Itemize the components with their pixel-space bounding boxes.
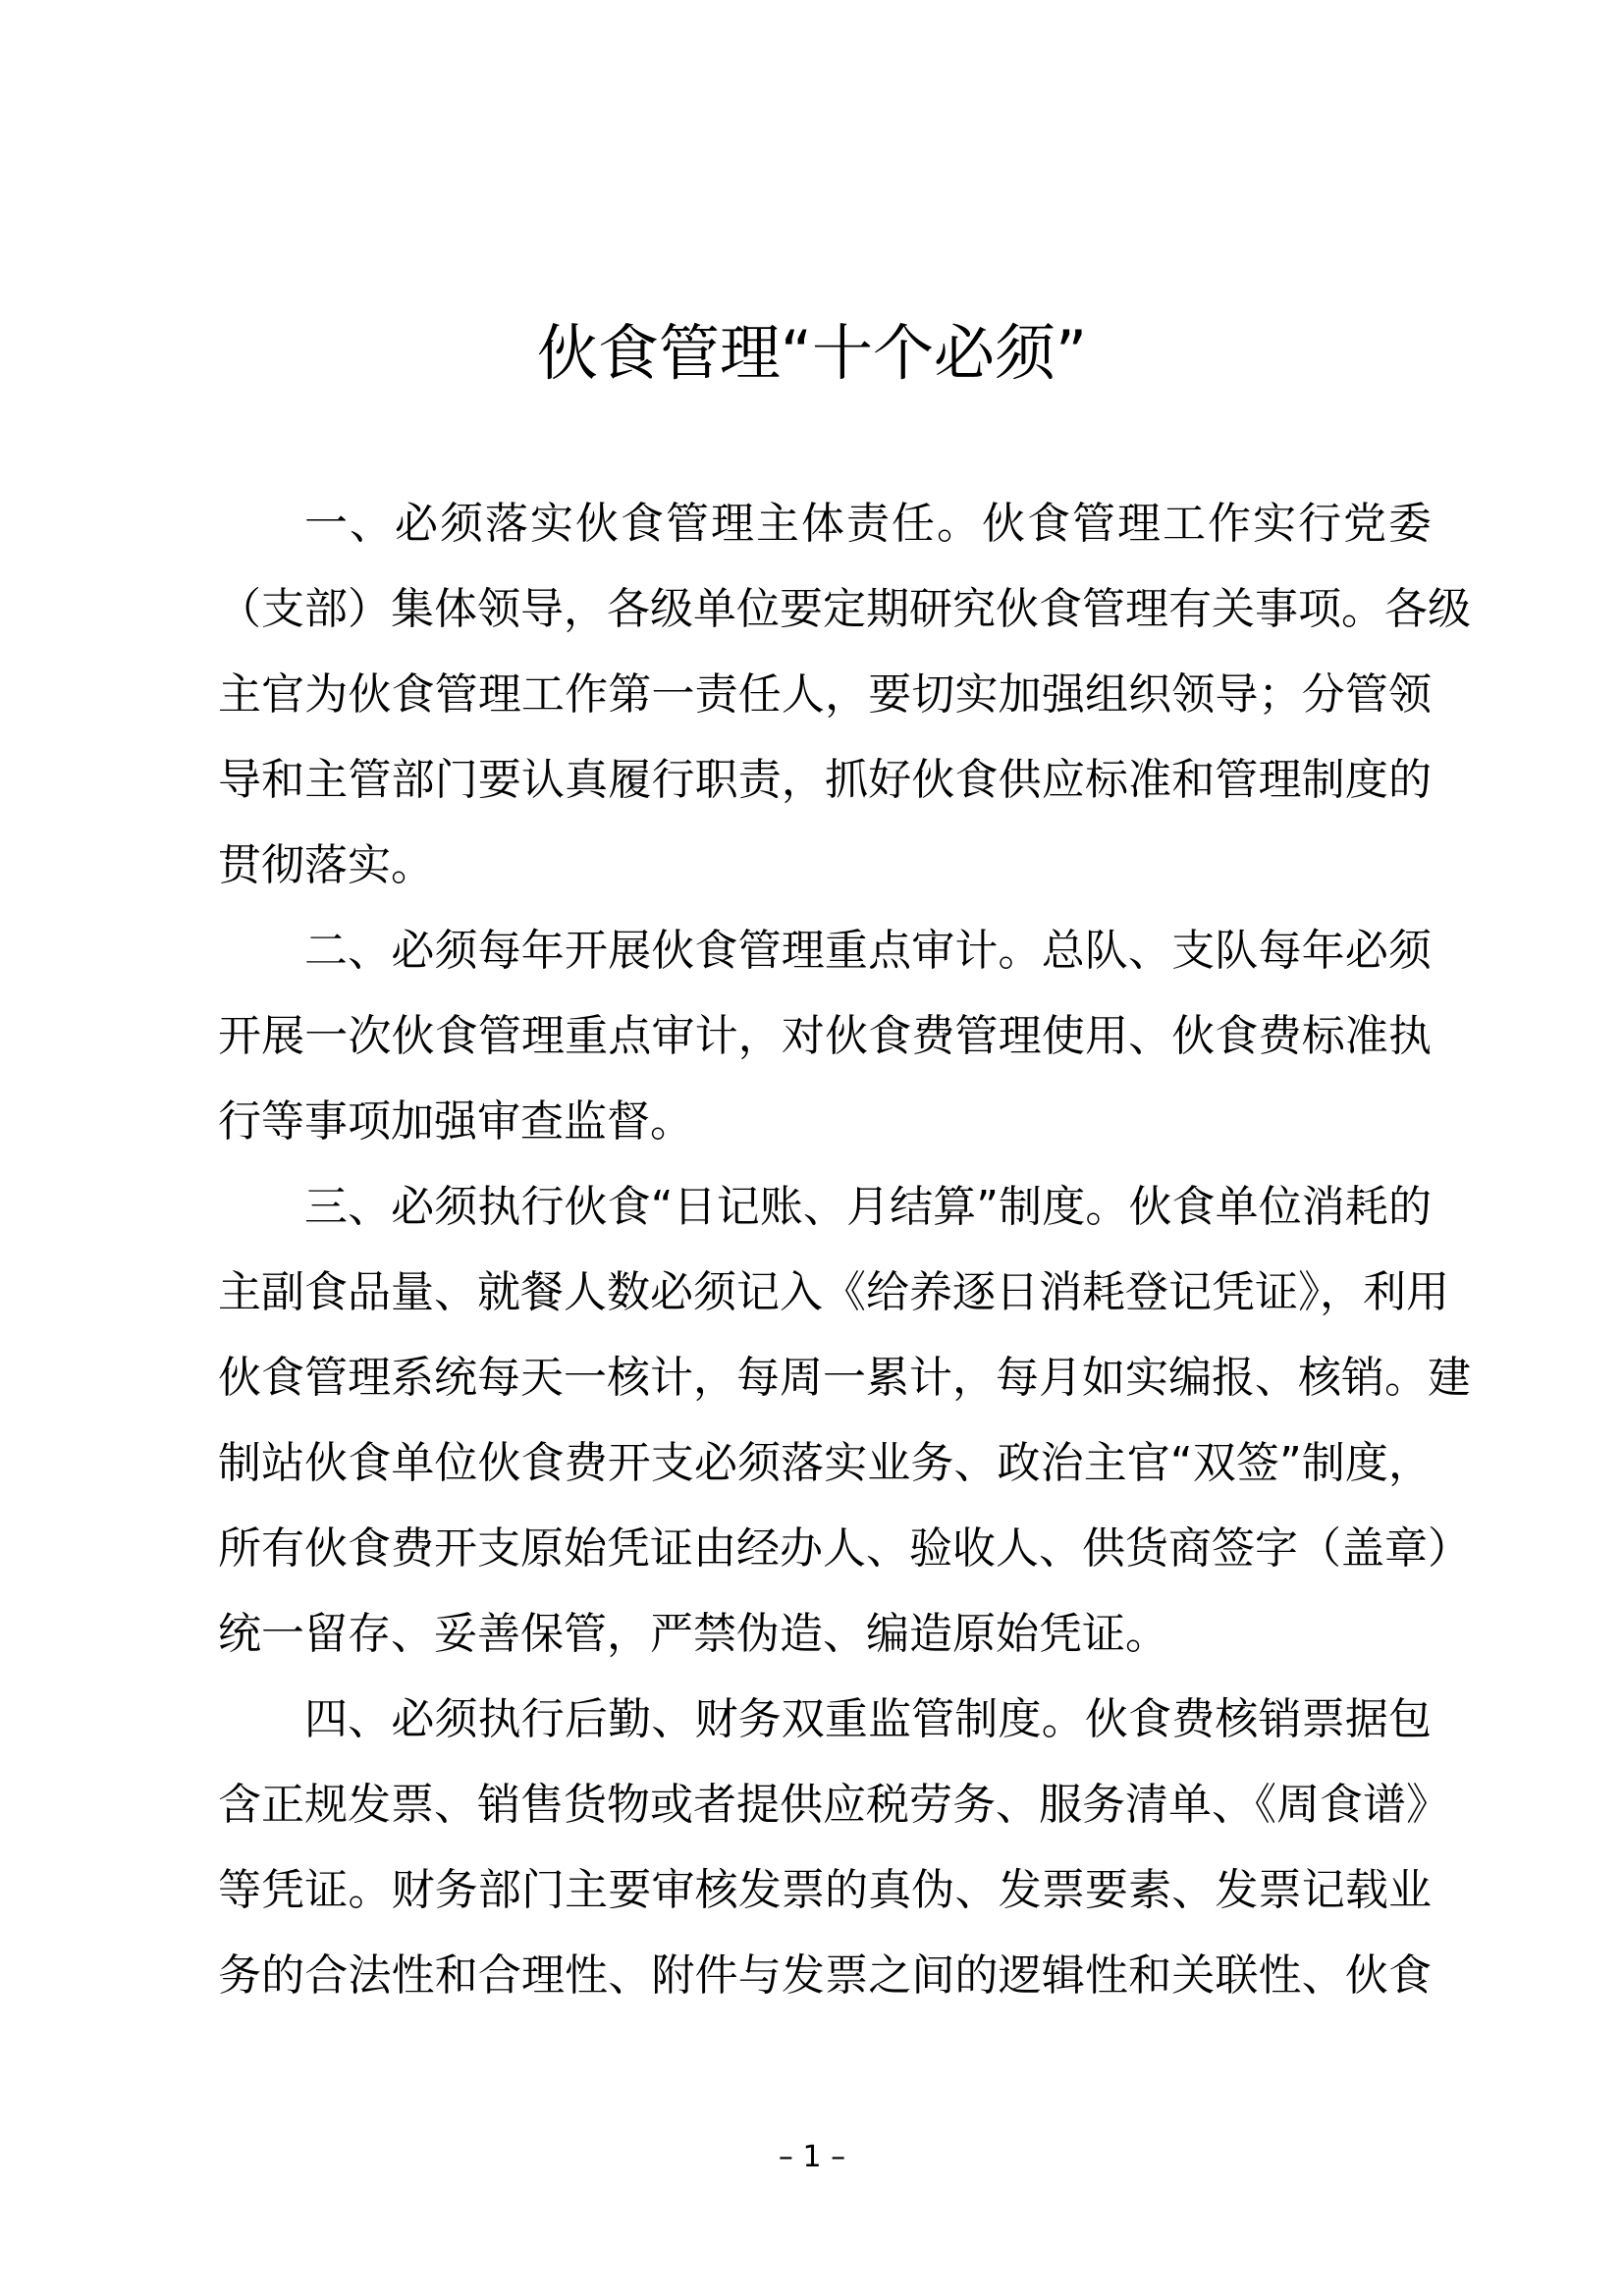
- text-line: 伙食管理系统每天一核计，每周一累计，每月如实编报、核销。建: [218, 1353, 1471, 1403]
- document-title: 伙食管理“十个必须”: [536, 317, 1088, 389]
- text-line: 二、必须每年开展伙食管理重点审计。总队、支队每年必须: [304, 926, 1432, 976]
- text-line: 开展一次伙食管理重点审计，对伙食费管理使用、伙食费标准执: [218, 1011, 1432, 1061]
- text-line: 四、必须执行后勤、财务双重监管制度。伙食费核销票据包: [304, 1694, 1432, 1744]
- text-line: 行等事项加强审查监督。: [218, 1096, 693, 1147]
- page-number: – 1 –: [778, 2140, 846, 2174]
- document-body: [218, 481, 1471, 2018]
- text-line: 务的合法性和合理性、附件与发票之间的逻辑性和关联性、伙食: [218, 1950, 1432, 2001]
- text-line: 一、必须落实伙食管理主体责任。伙食管理工作实行党委: [304, 499, 1432, 549]
- text-line: 主副食品量、就餐人数必须记入《给养逐日消耗登记凭证》，利用: [218, 1267, 1449, 1317]
- text-line: 统一留存、妥善保管，严禁伪造、编造原始凭证。: [218, 1609, 1168, 1659]
- text-line: 贯彻落实。: [218, 840, 434, 890]
- text-line: 主官为伙食管理工作第一责任人，要切实加强组织领导；分管领: [218, 669, 1432, 720]
- text-line: （支部）集体领导，各级单位要定期研究伙食管理有关事项。各级: [218, 584, 1471, 634]
- text-line: 等凭证。财务部门主要审核发票的真伪、发票要素、发票记载业: [218, 1865, 1432, 1915]
- text-line: 三、必须执行伙食“日记账、月结算”制度。伙食单位消耗的: [304, 1182, 1432, 1232]
- text-line: 制站伙食单位伙食费开支必须落实业务、政治主官“双签”制度，: [218, 1438, 1432, 1488]
- text-line: 所有伙食费开支原始凭证由经办人、验收人、供货商签字（盖章）: [218, 1523, 1471, 1574]
- text-line: 含正规发票、销售货物或者提供应税劳务、服务清单、《周食谱》: [218, 1780, 1449, 1830]
- text-line: 导和主管部门要认真履行职责，抓好伙食供应标准和管理制度的: [218, 755, 1432, 805]
